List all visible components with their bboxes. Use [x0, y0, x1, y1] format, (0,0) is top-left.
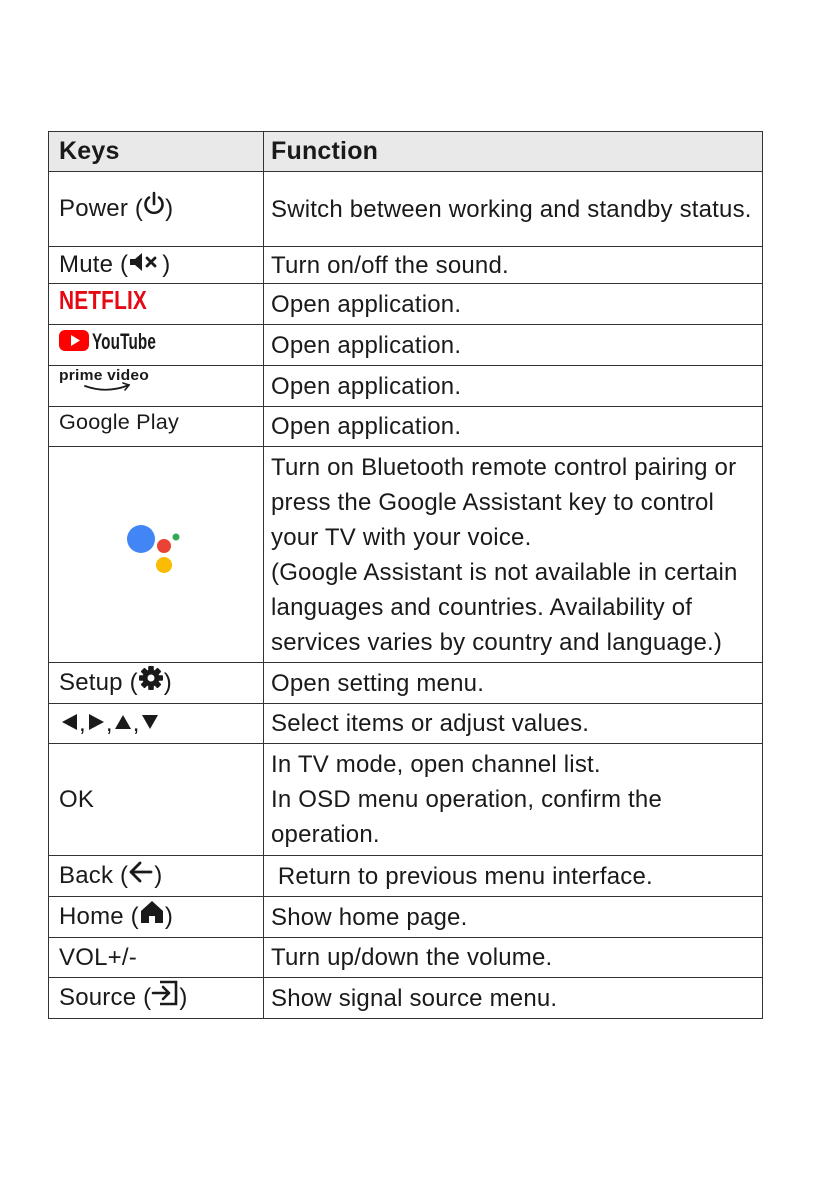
prime-video-logo	[59, 366, 154, 406]
back-arrow-icon	[128, 859, 154, 894]
key-cell-back: Back ( )	[49, 856, 264, 897]
google-assistant-icon	[126, 523, 186, 587]
table-row-youtube	[49, 325, 763, 366]
function-cell-power: Switch between working and standby status.	[264, 172, 763, 247]
google-play-logo	[59, 408, 184, 446]
table-row-mute	[49, 247, 763, 284]
assistant-line: your TV with your voice.	[271, 523, 532, 551]
table-row-volume	[49, 938, 763, 978]
key-cell-volume: VOL+/-	[49, 938, 264, 978]
function-column-header: Function	[264, 132, 763, 172]
key-cell-arrows: , , ,	[49, 704, 264, 744]
key-cell-mute: Mute ( )	[49, 247, 264, 284]
assistant-line: Turn on Bluetooth remote control pairing or	[271, 453, 737, 481]
table-row-arrows	[49, 704, 763, 744]
key-cell-ok: OK	[49, 744, 264, 856]
table-row-ok	[49, 744, 763, 856]
svg-text:prime video: prime video	[59, 367, 149, 385]
left-arrow-icon	[59, 707, 79, 742]
ok-line: operation.	[271, 821, 380, 849]
key-cell-youtube	[49, 325, 264, 366]
table-row-netflix	[49, 284, 763, 325]
table-row-home	[49, 897, 763, 938]
source-icon	[151, 980, 179, 1016]
svg-text:Google Play: Google Play	[59, 410, 180, 434]
keys-function-table	[48, 131, 763, 1019]
function-cell-google-assistant	[264, 447, 763, 663]
function-cell-ok	[264, 744, 763, 856]
svg-text:NETFLIX: NETFLIX	[59, 285, 148, 316]
function-cell-netflix: Open application.	[264, 284, 763, 325]
key-cell-power: Power ( )	[49, 172, 264, 247]
right-arrow-icon	[86, 707, 106, 742]
youtube-logo	[59, 327, 159, 363]
gear-icon	[138, 665, 164, 701]
table-row-google-assistant	[49, 447, 763, 663]
function-cell-source: Show signal source menu.	[264, 978, 763, 1019]
table-row-setup	[49, 663, 763, 704]
function-cell-prime-video: Open application.	[264, 366, 763, 407]
keys-column-header: Keys	[49, 132, 264, 172]
function-cell-volume: Turn up/down the volume.	[264, 938, 763, 978]
function-cell-back: Return to previous menu interface.	[264, 856, 763, 897]
table-row-power	[49, 172, 763, 247]
function-cell-youtube: Open application.	[264, 325, 763, 366]
up-arrow-icon	[113, 707, 133, 742]
key-cell-source: Source ( )	[49, 978, 264, 1019]
table-row-google-play	[49, 407, 763, 447]
netflix-logo	[59, 285, 149, 323]
key-cell-home: Home ( )	[49, 897, 264, 938]
ok-line: In OSD menu operation, confirm the	[271, 786, 662, 814]
power-icon	[143, 191, 165, 227]
key-cell-setup: Setup ( )	[49, 663, 264, 704]
key-cell-google-assistant	[49, 447, 264, 663]
assistant-line: (Google Assistant is not available in certain	[271, 558, 738, 586]
function-cell-home: Show home page.	[264, 897, 763, 938]
key-cell-netflix	[49, 284, 264, 325]
function-cell-arrows: Select items or adjust values.	[264, 704, 763, 744]
table-row-prime-video	[49, 366, 763, 407]
assistant-line: services varies by country and language.)	[271, 628, 723, 656]
svg-text:YouTube: YouTube	[92, 329, 156, 355]
ok-line: In TV mode, open channel list.	[271, 751, 601, 779]
key-cell-google-play	[49, 407, 264, 447]
table-row-source	[49, 978, 763, 1019]
down-arrow-icon	[140, 707, 160, 742]
function-cell-setup: Open setting menu.	[264, 663, 763, 704]
function-cell-mute: Turn on/off the sound.	[264, 247, 763, 284]
assistant-line: press the Google Assistant key to control	[271, 488, 715, 516]
table-row-back	[49, 856, 763, 897]
home-icon	[139, 899, 165, 935]
assistant-line: languages and countries. Availability of	[271, 593, 693, 621]
table-header-row	[49, 132, 763, 172]
mute-icon	[128, 248, 162, 283]
function-cell-google-play: Open application.	[264, 407, 763, 447]
key-cell-prime-video	[49, 366, 264, 407]
